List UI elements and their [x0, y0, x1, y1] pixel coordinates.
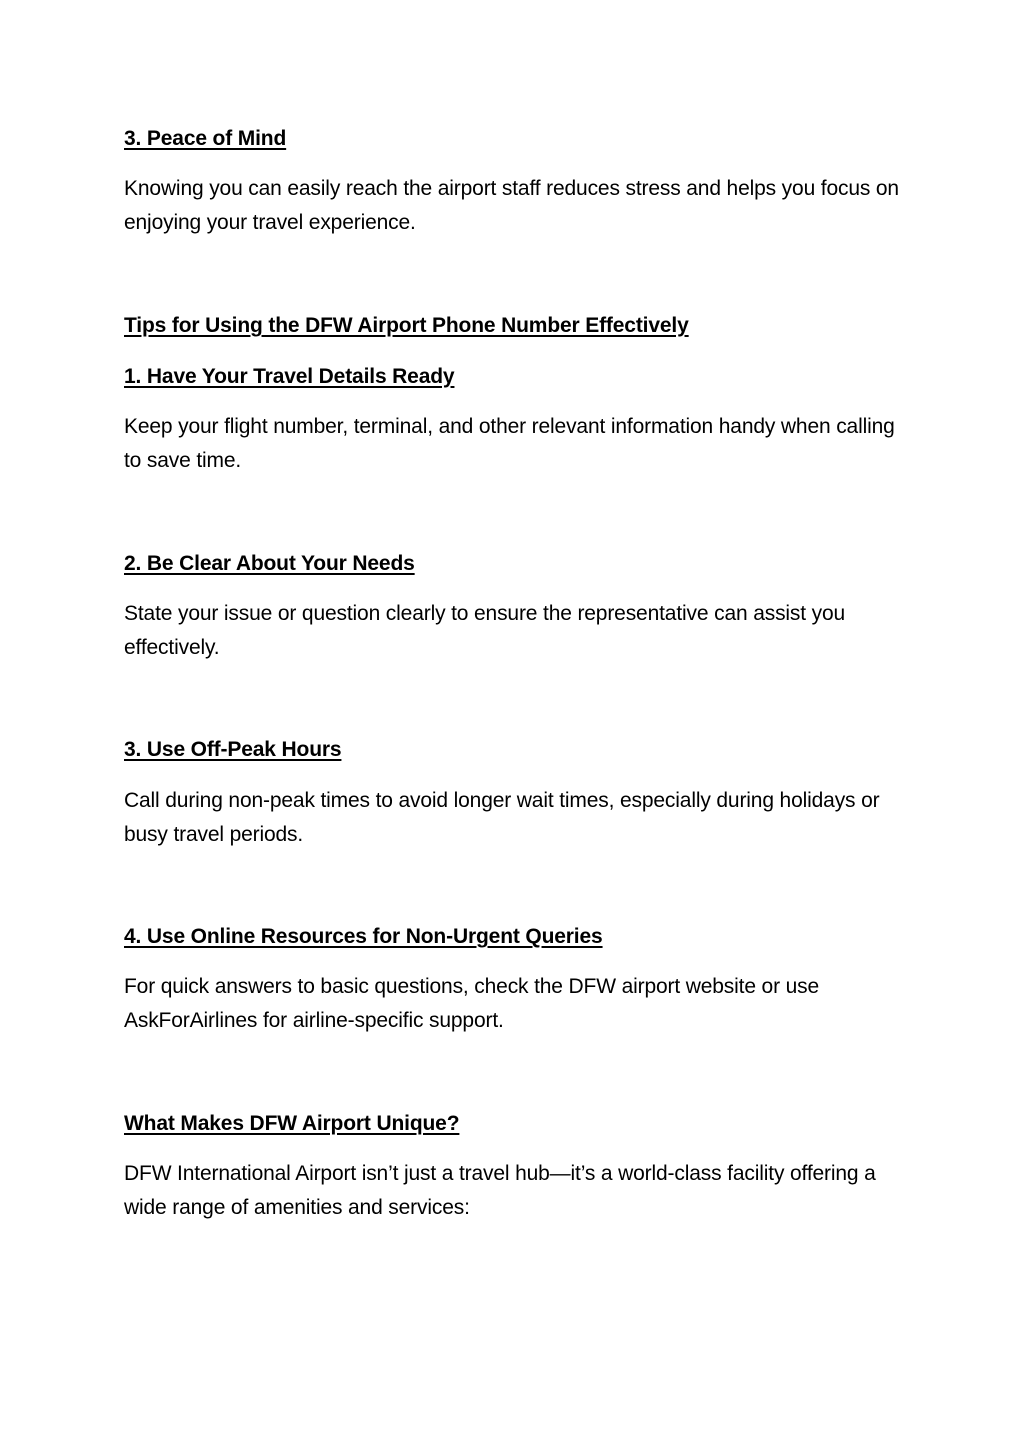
- section-body-clear-needs: State your issue or question clearly to ensure the representative can assist you effectively.: [124, 602, 846, 659]
- section-heading-clear-needs: 2. Be Clear About Your Needs: [124, 552, 415, 575]
- section-heading-dfw-unique: What Makes DFW Airport Unique?: [124, 1112, 460, 1135]
- section-heading-travel-details: 1. Have Your Travel Details Ready: [124, 365, 455, 388]
- section-body-off-peak: Call during non-peak times to avoid longer wait times, especially during holidays or busy travel periods.: [124, 789, 880, 846]
- section-heading-off-peak: 3. Use Off-Peak Hours: [124, 738, 342, 761]
- section-heading-online-resources: 4. Use Online Resources for Non-Urgent Queries: [124, 925, 603, 948]
- section-body-dfw-unique: DFW International Airport isn’t just a travel hub—it’s a world-class facility offering a wide range of amenities and services:: [124, 1162, 876, 1219]
- section-body-online-resources: For quick answers to basic questions, check the DFW airport website or use AskForAirlines for airline-specific support.: [124, 975, 820, 1032]
- section-body-travel-details: Keep your flight number, terminal, and other relevant information handy when calling to save time.: [124, 415, 895, 472]
- section-heading-tips: Tips for Using the DFW Airport Phone Number Effectively: [124, 314, 689, 337]
- section-body-peace-of-mind: Knowing you can easily reach the airport staff reduces stress and helps you focus on enjoying your travel experience.: [124, 177, 899, 234]
- section-heading-peace-of-mind: 3. Peace of Mind: [124, 127, 287, 150]
